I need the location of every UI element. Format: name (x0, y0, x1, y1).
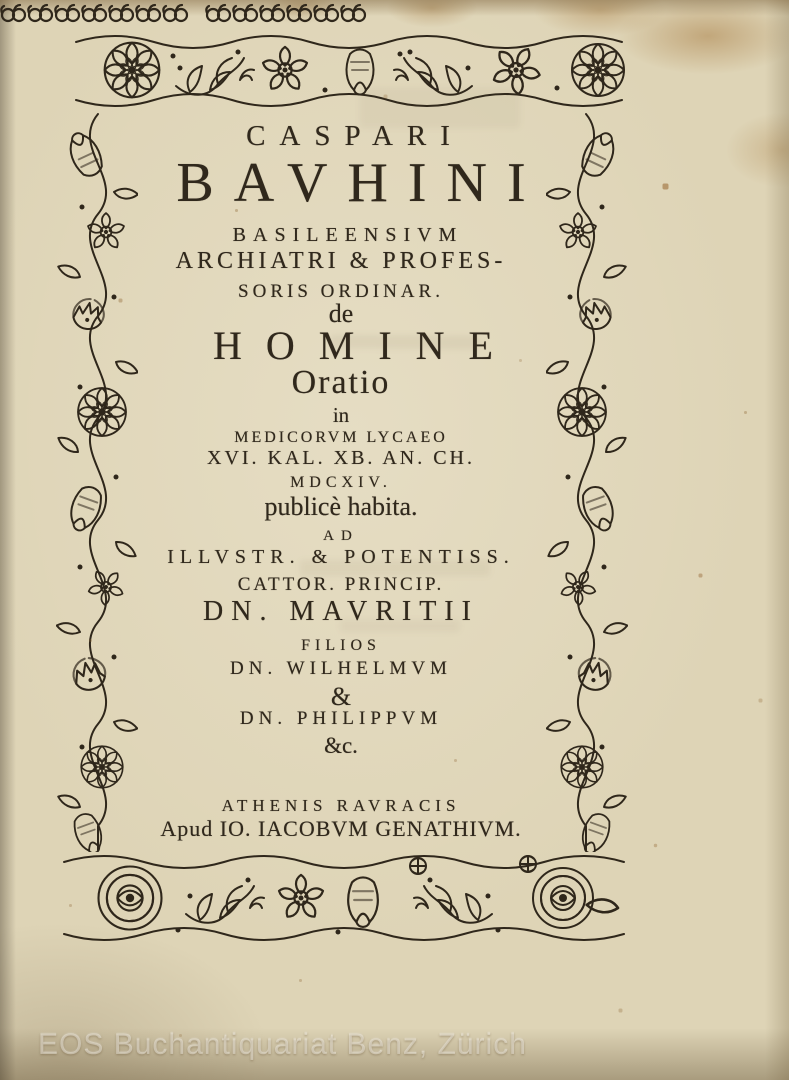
left-floral-border-icon (56, 112, 138, 852)
title-preposition: de (328, 299, 354, 328)
dedication-line-5: DN. WILHELMVM (230, 658, 452, 679)
author-titles-line-1: ARCHIATRI & PROFES- (175, 248, 507, 274)
delivery-note: publicè habita. (264, 492, 418, 521)
dedication-etcetera: &c. (324, 733, 358, 758)
show-through-smudge (340, 620, 460, 632)
author-first-name: CASPARI (246, 120, 464, 152)
dedication-ampersand: & (330, 682, 352, 711)
author-last-name: BAVHINI (176, 152, 546, 214)
ornament-divider-row-icon (0, 0, 390, 27)
author-city-line: BASILEENSIVM (232, 224, 464, 246)
watermark-text: EOS Buchantiquariat Benz, Zürich (38, 1028, 527, 1061)
venue-line: MEDICORVM LYCAEO (234, 429, 448, 446)
dedication-line-3: DN. MAVRITII (203, 596, 479, 627)
imprint-publisher: Apud IO. IACOBVM GENATHIVM. (160, 816, 522, 841)
year-roman-numeral: MDCXIV. (290, 474, 392, 491)
dedication-line-6: DN. PHILIPPVM (239, 708, 443, 729)
venue-preposition: in (332, 403, 350, 427)
foxing-specks (0, 0, 1, 1)
dedication-line-4: FILIOS (301, 637, 381, 654)
bottom-floral-border-icon (58, 846, 635, 950)
work-title: HOMINE (213, 323, 517, 368)
show-through-smudge (330, 334, 480, 349)
top-floral-border-icon (70, 28, 632, 113)
imprint-place: ATHENIS RAVRACIS (221, 796, 461, 815)
author-titles-line-2: SORIS ORDINAR. (238, 281, 444, 302)
show-through-smudge (360, 88, 520, 128)
date-line: XVI. KAL. XB. AN. CH. (207, 447, 475, 469)
dedication-line-1: ILLVSTR. & POTENTISS. (167, 546, 515, 568)
dedication-line-2: CATTOR. PRINCIP. (237, 574, 445, 595)
right-floral-border-icon (546, 112, 628, 852)
work-subtitle: Oratio (291, 364, 391, 401)
dedication-preposition: AD (323, 528, 359, 544)
show-through-smudge (300, 560, 490, 576)
